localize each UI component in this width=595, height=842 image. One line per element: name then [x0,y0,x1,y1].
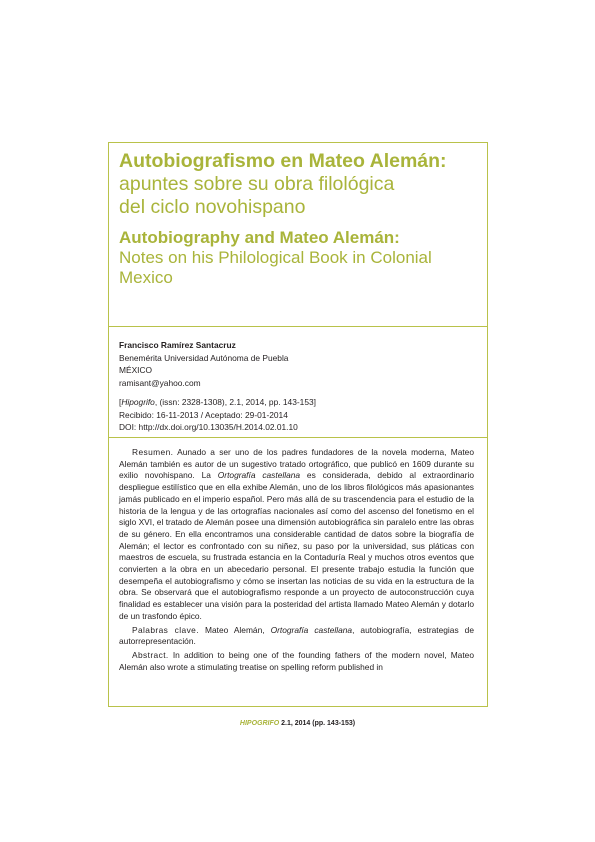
citation-line [119,396,479,409]
keywords-label: Palabras clave. [132,624,199,635]
abstract-text: In addition to being one of the founding fathers of the modern novel, Mateo Alemán also wrote a stimulating treatise on spelling reform published in [119,649,474,672]
title-es-main: Autobiografismo en Mateo Alemán: [119,150,447,172]
citation-open-bracket: [ [119,397,122,407]
author-email[interactable]: ramisant@yahoo.com [119,377,201,388]
resumen-paragraph [119,447,474,623]
author-affiliation: Benemérita Universidad Autónoma de Puebla [119,352,289,363]
doi-link[interactable]: DOI: http://dx.doi.org/10.13035/H.2014.02.01.10 [119,422,298,432]
footer-issue: 2.1, 2014 (pp. 143-153) [279,720,356,727]
keywords-book-title: Ortografía castellana [270,624,353,635]
keywords-paragraph [119,625,474,648]
abstract-label: Abstract. [132,649,169,660]
title-block [119,150,481,288]
resumen-label: Resumen. [132,447,174,457]
citation-journal: Hipogrifo [121,397,155,407]
title-es-line3: del ciclo novohispano [119,196,306,218]
received-accepted-dates: Recibido: 16-11-2013 / Aceptado: 29-01-2014 [119,409,288,420]
author-country: MÉXICO [119,365,153,375]
citation-details: , (issn: 2328-1308), 2.1, 2014, pp. 143-153] [154,397,316,407]
title-en-main: Autobiography and Mateo Alemán: [119,228,400,247]
resumen-book-title: Ortografía castellana [217,470,301,481]
title-es-line2: apuntes sobre su obra filológica [119,173,395,195]
footer-journal: HIPOGRIFO [239,720,280,727]
resumen-text-a: Aunado a ser uno de los padres fundadores de la novela moderna, Mateo Alemán también es autor de un sugestivo tratado ortográfico, que publicó en 1609 durante su exilio novohispano. La [119,447,474,481]
author-block [119,339,479,389]
resumen-text-b: es considerada, debido al extraordinario despliegue estilístico que en ella exhibe Alemán, uno de los libros filológicos más apasionantes jamás publicado en el imperio español. Pero más allá de su trascendencia para el estudio de la historia de la lengua y de las ortografías nacionales así como del ascenso del fonetismo en el siglo XVI, el tratado de Alemán posee una dimensión autobiográfica sin paralelo entre las obras de su género. En ella encontramos una considerable cantidad de datos sobre la biografía de Alemán; el lector es confrontado con su niñez, su paso por la universidad, sus pláticas con maestros de escuela, su frustrada estancia en la Contaduría Real y muchos otros eventos que convierten a la obra en un abecedario personal. El presente trabajo estudia la función que desempeña el autobiografismo y cómo se insertan las noticias de su vida en la estructura de la obra. Se observará que el autobiografismo responde a un proyecto de autoconstrucción cuya finalidad es establecer una visión para la posteridad del artista llamado Mateo Alemán y dotarlo de un trasfondo épico. [119,470,474,621]
metadata-divider [108,437,488,438]
page-footer [0,720,595,727]
citation-block [119,396,479,434]
abstract-block [119,447,474,673]
author-name: Francisco Ramírez Santacruz [119,340,236,350]
abstract-paragraph [119,650,474,673]
title-en-line3: Mexico [119,268,173,287]
keywords-text-a: Mateo Alemán, [198,624,271,635]
title-en-line2: Notes on his Philological Book in Colonial [119,248,432,267]
title-divider [108,326,488,327]
keywords-text-b: , autobiografía, estrategias de autorrepresentación. [119,624,474,647]
